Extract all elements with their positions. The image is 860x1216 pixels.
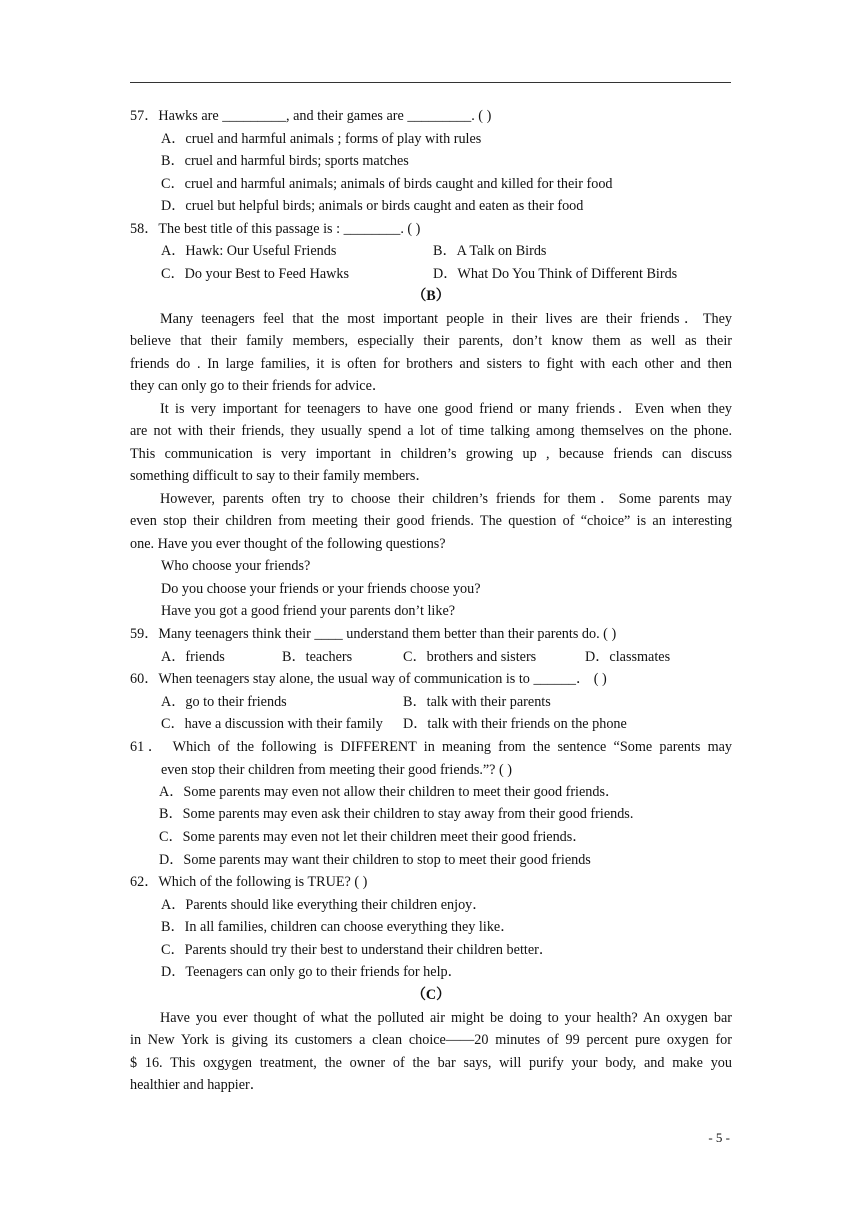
q62-option-b: B．In all families, children can choose everything they like． (161, 919, 515, 935)
section-b-p1-line1: Many teenagers feel that the most important people in their lives are their friends．They (160, 311, 732, 327)
q59-option-d: D．classmates (585, 649, 671, 665)
q57-option-a: A．cruel and harmful animals ; forms of play with rules (161, 131, 482, 147)
section-c-p1-line2: in New York is giving its customers a clean choice——20 minutes of 99 percent pure oxygen for (130, 1032, 732, 1048)
section-c-p1-line4: healthier and happier． (130, 1077, 264, 1093)
q58-option-d: D．What Do You Think of Different Birds (433, 266, 678, 282)
section-b-heading: （B） (412, 288, 450, 304)
section-b-p3-line2: even stop their children from meeting their good friends. The question of “choice” is an interesting (130, 513, 732, 529)
q61-option-b: B．Some parents may even ask their children to stay away from their good friends. (159, 806, 634, 822)
q57-stem: 57．Hawks are _________, and their games are _________. ( ) (130, 108, 492, 124)
section-b-p1-line2: believe that their family members, especially their parents, don’t know them as well as their (130, 333, 732, 349)
section-c-heading: （C） (411, 987, 451, 1003)
q61-stem-line1: 61． Which of the following is DIFFERENT in meaning from the sentence “Some parents may (130, 739, 732, 755)
header-rule (130, 82, 731, 83)
q58-option-c: C．Do your Best to Feed Hawks (161, 266, 349, 282)
q62-stem: 62．Which of the following is TRUE? ( ) (130, 874, 368, 890)
q62-option-c: C．Parents should try their best to understand their children better． (161, 942, 554, 958)
section-b-p3-line1: However, parents often try to choose their children’s friends for them．Some parents may (160, 491, 732, 507)
section-b-question-3: Have you got a good friend your parents don’t like? (161, 603, 456, 619)
q60-option-b: B．talk with their parents (403, 694, 551, 710)
section-b-p2-line2: are not with their friends, they usually spend a lot of time talking among themselves on the phone. (130, 423, 732, 439)
section-b-p2-line1: It is very important for teenagers to have one good friend or many friends．Even when they (160, 401, 732, 417)
q61-option-c: C．Some parents may even not let their children meet their good friends． (159, 829, 587, 845)
q60-stem: 60．When teenagers stay alone, the usual way of communication is to ______． ( ) (130, 671, 607, 687)
q62-option-a: A．Parents should like everything their children enjoy． (161, 897, 487, 913)
section-b-question-2: Do you choose your friends or your friends choose you? (161, 581, 481, 597)
q61-option-a: A．Some parents may even not allow their children to meet their good friends． (159, 784, 620, 800)
q58-stem: 58．The best title of this passage is : ________. ( ) (130, 221, 421, 237)
section-b-p3-line3: one. Have you ever thought of the following questions? (130, 536, 446, 552)
q57-option-c: C．cruel and harmful animals; animals of birds caught and killed for their food (161, 176, 613, 192)
q57-option-b: B．cruel and harmful birds; sports matches (161, 153, 409, 169)
section-c-p1-line1: Have you ever thought of what the polluted air might be doing to your health? An oxygen bar (160, 1010, 732, 1026)
section-b-question-1: Who choose your friends? (161, 558, 311, 574)
q61-stem-line2: even stop their children from meeting their good friends.”? ( ) (161, 762, 513, 778)
q57-option-d: D．cruel but helpful birds; animals or birds caught and eaten as their food (161, 198, 584, 214)
q60-option-d: D．talk with their friends on the phone (403, 716, 627, 732)
q59-stem: 59．Many teenagers think their ____ understand them better than their parents do. ( ) (130, 626, 617, 642)
q58-option-b: B．A Talk on Birds (433, 243, 547, 259)
q62-option-d: D．Teenagers can only go to their friends for help． (161, 964, 462, 980)
section-c-p1-line3: $ 16. This oxgygen treatment, the owner of the bar says, will purify your body, and make you (130, 1055, 732, 1071)
q61-option-d: D．Some parents may want their children to stop to meet their good friends (159, 852, 591, 868)
page-number: - 5 - (708, 1130, 730, 1145)
q59-option-b: B．teachers (282, 649, 353, 665)
q59-option-c: C．brothers and sisters (403, 649, 537, 665)
q60-option-c: C．have a discussion with their family (161, 716, 383, 732)
q59-option-a: A．friends (161, 649, 225, 665)
section-b-p1-line3: friends do . In large families, it is often for brothers and sisters to fight with each other and then (130, 356, 732, 372)
q58-option-a: A．Hawk: Our Useful Friends (161, 243, 337, 259)
q60-option-a: A．go to their friends (161, 694, 287, 710)
section-b-p2-line3: This communication is very important in children’s growing up , because friends can discuss (130, 446, 732, 462)
section-b-p1-line4: they can only go to their friends for advice． (130, 378, 387, 394)
section-b-p2-line4: something difficult to say to their family members． (130, 468, 430, 484)
